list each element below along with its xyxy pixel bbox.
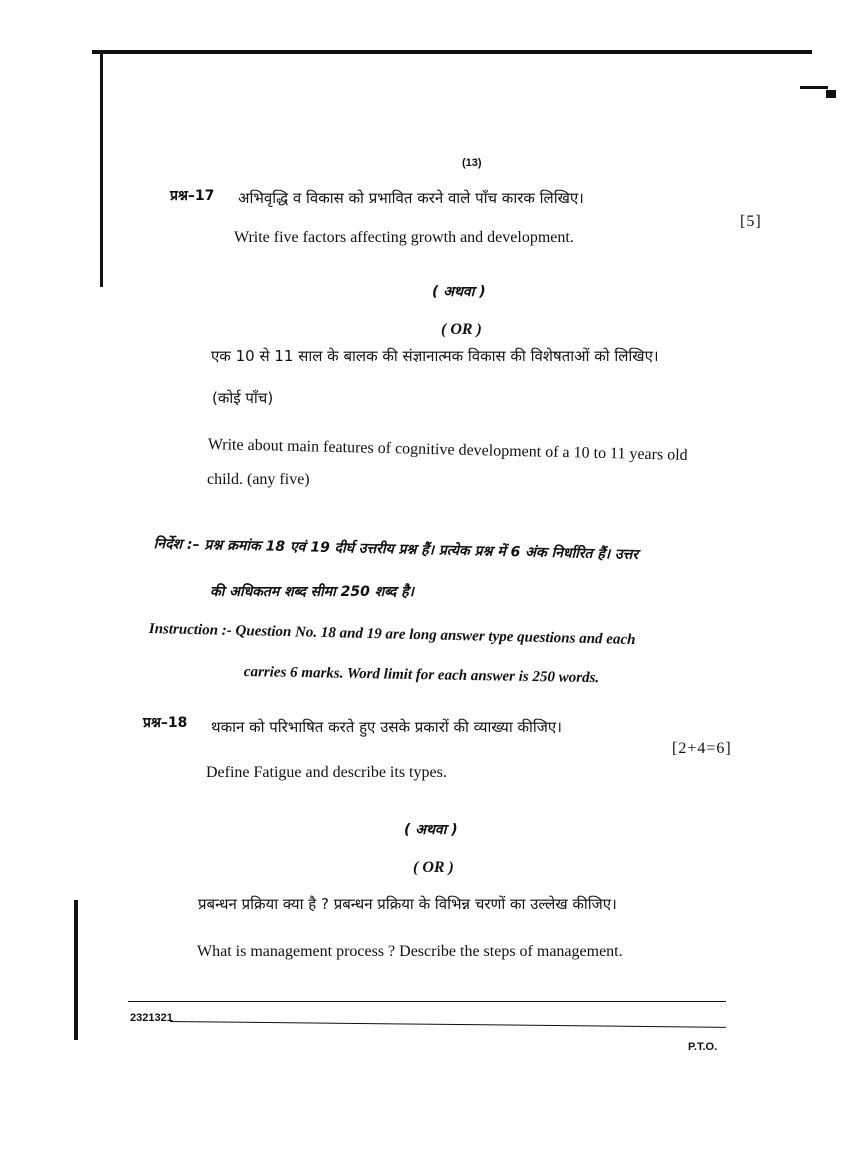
question-18-english: Define Fatigue and describe its types. [206, 764, 447, 781]
question-17-alt-english-line-2: child. (any five) [207, 471, 310, 488]
paper-code: 2321321 [130, 1012, 173, 1024]
page-number: (13) [462, 157, 482, 169]
instruction-hindi-line-2: की अधिकतम शब्द सीमा 250 शब्द है। [210, 584, 414, 600]
right-edge-mark [826, 90, 836, 98]
question-17-label: प्रश्न–17 [170, 188, 215, 204]
question-18-label: प्रश्न–18 [143, 715, 188, 731]
instruction-english-line-2: carries 6 marks. Word limit for each answer is 250 words. [243, 664, 600, 687]
question-17-marks: [5] [740, 213, 762, 230]
question-17-alt-english-line-1: Write about main features of cognitive development of a 10 to 11 years old [207, 436, 688, 464]
question-17-or-english: ( OR ) [441, 321, 482, 338]
question-17-english: Write five factors affecting growth and development. [234, 229, 574, 246]
pto-label: P.T.O. [688, 1041, 718, 1053]
question-17-hindi: अभिवृद्धि व विकास को प्रभावित करने वाले पाँच कारक लिखिए। [238, 189, 584, 207]
footer-rule [128, 1001, 726, 1002]
question-18-or-hindi: ( अथवा ) [404, 822, 458, 838]
question-18-alt-hindi: प्रबन्धन प्रक्रिया क्या है ? प्रबन्धन प्रक्रिया के विभिन्न चरणों का उल्लेख कीजिए। [198, 895, 617, 913]
instruction-english-line-1: Instruction :- Question No. 18 and 19 are long answer type questions and each [148, 621, 636, 649]
question-18-or-english: ( OR ) [413, 859, 454, 876]
left-border-line-lower [74, 900, 78, 1040]
top-border-line [92, 50, 812, 54]
question-17-alt-hindi: एक 10 से 11 साल के बालक की संज्ञानात्मक विकास की विशेषताओं को लिखिए। [211, 347, 659, 365]
top-border-line-right [800, 86, 828, 89]
left-border-line [100, 52, 103, 287]
footer-rule-lower [170, 1021, 726, 1028]
question-18-alt-english: What is management process ? Describe the steps of management. [197, 943, 623, 960]
question-18-marks: [2+4=6] [672, 740, 732, 757]
question-17-alt-hindi-note: (कोई पाँच) [212, 389, 274, 407]
instruction-hindi-line-1: निर्देश :– प्रश्न क्रमांक 18 एवं 19 दीर्घ उत्तरीय प्रश्न हैं। प्रत्येक प्रश्न में 6 अंक निर्धारित हैं। उत्तर [153, 535, 639, 563]
question-17-or-hindi: ( अथवा ) [432, 284, 486, 300]
question-18-hindi: थकान को परिभाषित करते हुए उसके प्रकारों की व्याख्या कीजिए। [211, 718, 562, 736]
